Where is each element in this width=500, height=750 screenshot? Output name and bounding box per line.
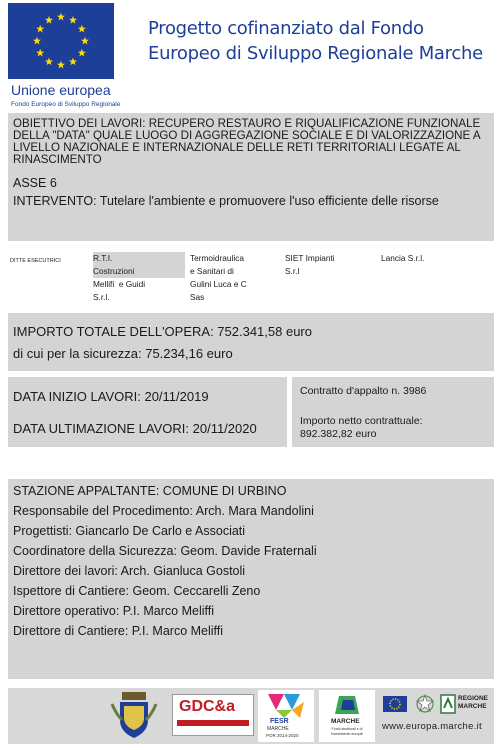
company-siet bbox=[285, 252, 355, 278]
eu-sub-label: Fondo Europeo di Sviluppo Regionale bbox=[11, 101, 121, 108]
company-2-line4: Sas bbox=[190, 292, 205, 302]
contract-panel bbox=[292, 377, 494, 447]
intervento-text: INTERVENTO: Tutelare l'ambiente e promuovere l'uso efficiente delle risorse bbox=[13, 194, 439, 208]
data-ultimazione: DATA ULTIMAZIONE LAVORI: 20/11/2020 bbox=[13, 421, 257, 436]
contract-number: Contratto d'appalto n. 3986 bbox=[300, 385, 427, 397]
data-inizio: DATA INIZIO LAVORI: 20/11/2019 bbox=[13, 389, 209, 404]
company-2-line1: Termoidraulica bbox=[190, 253, 244, 263]
project-title-line1: Progetto cofinanziato dal Fondo bbox=[148, 18, 424, 39]
company-4-line1: Lancia S.r.l. bbox=[381, 253, 425, 263]
company-termoidraulica bbox=[190, 252, 260, 304]
company-rti-line1: R.T.I. bbox=[93, 252, 185, 265]
marche-text: MARCHE bbox=[331, 718, 360, 725]
gdc-bar bbox=[177, 720, 249, 726]
contract-netto bbox=[300, 415, 490, 441]
regione-text bbox=[458, 695, 488, 711]
footer-logos bbox=[8, 688, 494, 744]
footer-url[interactable]: www.europa.marche.it bbox=[382, 721, 482, 732]
contract-netto-label: Importo netto contrattuale: bbox=[300, 415, 423, 427]
company-rti-line4: S.r.l. bbox=[93, 292, 110, 302]
fesr-logo bbox=[258, 690, 314, 742]
regione-line2: MARCHE bbox=[458, 703, 487, 710]
stazione-line: Coordinatore della Sicurezza: Geom. Davide Fraternali bbox=[13, 544, 317, 558]
fesr-sub2: POR 2014-2020 bbox=[266, 733, 299, 738]
dates-panel bbox=[8, 377, 287, 447]
company-3-line2: S.r.l bbox=[285, 266, 300, 276]
eu-flag-logo bbox=[8, 3, 114, 79]
stazione-line: Direttore operativo: P.I. Marco Meliffi bbox=[13, 604, 215, 618]
contract-netto-value: 892.382,82 euro bbox=[300, 428, 377, 440]
objective-text: OBIETTIVO DEI LAVORI: RECUPERO RESTAURO E RIQUALIFICAZIONE FUNZIONALE DELLA "DATA" QUALE LUOGO DI AGGREGAZIONE SOCIALE E DI VALORIZZAZIONE A LIVELLO NAZIONALE E INTERNAZIONALE DELLE RETI TERRITORIALI LEGATE AL RINASCIMENTO bbox=[13, 117, 481, 166]
company-rti-line2: Costruzioni bbox=[93, 265, 185, 278]
regione-line1: REGIONE bbox=[458, 695, 488, 702]
marche-graphic-icon bbox=[319, 690, 375, 720]
eu-small-flag-icon bbox=[383, 696, 407, 712]
stazione-line: Responsabile del Procedimento: Arch. Mara Mandolini bbox=[13, 504, 314, 518]
company-rti bbox=[93, 252, 185, 304]
fesr-arrows-icon bbox=[258, 690, 314, 720]
stazione-line: Direttore di Cantiere: P.I. Marco Meliffi bbox=[13, 624, 224, 638]
regione-marche-logo bbox=[440, 694, 494, 714]
stazione-panel bbox=[8, 479, 494, 679]
eu-label: Unione europea bbox=[11, 82, 111, 98]
importo-sicurezza: di cui per la sicurezza: 75.234,16 euro bbox=[13, 346, 233, 361]
project-title-line2: Europeo di Sviluppo Regionale Marche bbox=[148, 43, 483, 64]
company-rti-line3: Mellifi e Guidi bbox=[93, 279, 146, 289]
fesr-sub1: MARCHE bbox=[267, 726, 289, 732]
stazione-line: STAZIONE APPALTANTE: COMUNE DI URBINO bbox=[13, 484, 287, 498]
company-lancia bbox=[381, 252, 451, 265]
stazione-line: Progettisti: Giancarlo De Carlo e Associati bbox=[13, 524, 246, 538]
urbino-crest-icon bbox=[104, 690, 164, 740]
marche-fondi-logo bbox=[319, 690, 375, 742]
regione-marche-icon bbox=[440, 694, 456, 714]
gdc-logo bbox=[172, 694, 254, 736]
asse-label: ASSE 6 bbox=[13, 176, 57, 190]
objective-panel bbox=[8, 113, 494, 241]
stazione-line: Direttore dei lavori: Arch. Gianluca Gostoli bbox=[13, 564, 246, 578]
marche-sub: Fondi strutturali e di investimento europei bbox=[330, 727, 364, 736]
company-2-line3: Gulini Luca e C bbox=[190, 279, 247, 289]
gdc-text: GDC&a bbox=[179, 698, 236, 715]
stazione-line: Ispettore di Cantiere: Geom. Ceccarelli Zeno bbox=[13, 584, 261, 598]
italy-emblem-icon bbox=[416, 694, 434, 714]
company-3-line1: SIET Impianti bbox=[285, 253, 335, 263]
ditte-label: DITTE ESECUTRICI bbox=[10, 258, 61, 264]
importo-panel bbox=[8, 313, 494, 371]
eu-stars-icon bbox=[8, 3, 114, 79]
importo-totale: IMPORTO TOTALE DELL'OPERA: 752.341,58 euro bbox=[13, 324, 312, 339]
company-2-line2: e Sanitari di bbox=[190, 266, 234, 276]
fesr-text: FESR bbox=[270, 718, 289, 725]
